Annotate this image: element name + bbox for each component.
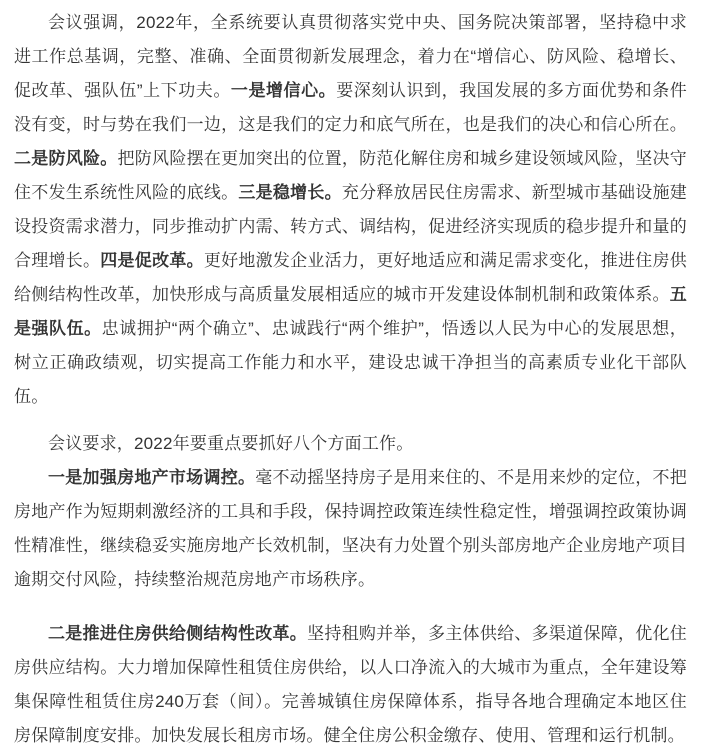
text-run: 毫不动摇坚持房子是用来住的、不是用来炒的定位，不把房地产作为短期刺激经济的工具和手段，保持调控政策连续性稳定性，增强调控政策协调性精准性，继续稳妥实施房地产长效机制，坚决有力处置个别头部房地产企业房地产项目逾期交付风险，持续整治规范房地产市场秩序。	[14, 468, 687, 589]
text-run: 忠诚拥护“两个确立”、忠诚践行“两个维护”，悟透以人民为中心的发展思想，树立正确政绩观，切实提高工作能力和水平，建设忠诚干净担当的高素质专业化干部队伍。	[14, 319, 688, 406]
bold-run: 二是防风险。	[14, 149, 118, 168]
bold-run: 四是促改革。	[100, 251, 204, 270]
paragraph	[14, 6, 687, 414]
text-run: 会议要求，2022年要重点要抓好八个方面工作。	[48, 434, 414, 453]
bold-run: 三是稳增长。	[238, 183, 342, 202]
text-run: 把防风险摆在更加突出的位置，防范化解住房和城乡建设领域风险，坚决守住不发生系统性风险的底线。	[14, 149, 687, 202]
text-run: 会议强调，2022年，全系统要认真贯彻落实党中央、国务院决策部署，坚持稳中求进工作总基调，完整、准确、全面贯彻新发展理念，着力在“增信心、防风险、稳增长、促改革、强队伍”上下功夫。	[14, 13, 687, 100]
paragraph	[14, 617, 687, 753]
paragraph	[14, 461, 687, 597]
text-run: 坚持租购并举，多主体供给、多渠道保障，优化住房供应结构。大力增加保障性租赁住房供给，以人口净流入的大城市为重点，全年建设筹集保障性租赁住房240万套（间）。完善城镇住房保障体系，指导各地合理确定本地区住房保障制度安排。加快发展长租房市场。健全住房公积金缴存、使用、管理和运行机制。	[14, 624, 688, 745]
bold-run: 二是推进住房供给侧结构性改革。	[48, 624, 308, 643]
bold-run: 五是强队伍。	[14, 285, 687, 338]
paragraph	[14, 427, 687, 461]
text-run: 要深刻认识到，我国发展的多方面优势和条件没有变，时与势在我们一边，这是我们的定力和底气所在，也是我们的决心和信心所在。	[14, 81, 687, 134]
bold-run: 一是加强房地产市场调控。	[48, 468, 256, 487]
text-run: 更好地激发企业活力，更好地适应和满足需求变化，推进住房供给侧结构性改革，加快形成与高质量发展相适应的城市开发建设体制机制和政策体系。	[14, 251, 687, 304]
text-run: 充分释放居民住房需求、新型城市基础设施建设投资需求潜力，同步推动扩内需、转方式、调结构，促进经济实现质的稳步提升和量的合理增长。	[14, 183, 687, 270]
bold-run: 一是增信心。	[230, 81, 337, 100]
